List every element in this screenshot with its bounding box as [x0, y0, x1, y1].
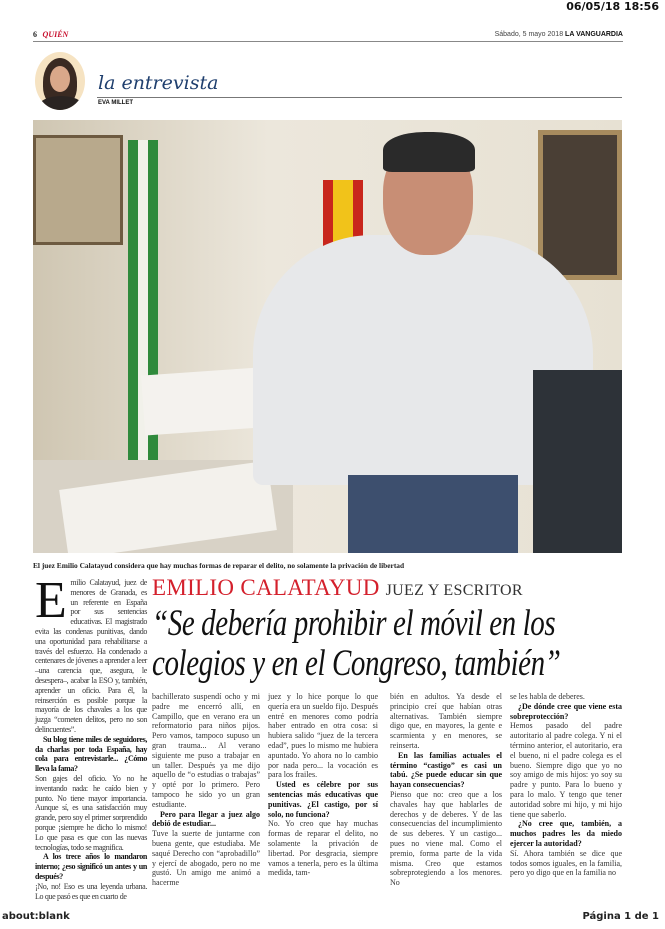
column-1: [35, 572, 147, 901]
page-number: 6: [33, 30, 37, 39]
column-4: [390, 692, 502, 888]
answer: Son gajes del oficio. Yo no he inventando nada: he caído bien y punto. No tiene mayor importancia. Aunque sí, es una satisfacción muy grande, pero soy el primer sorprendido porque ¡siempre he dicho lo mismo! Lo que pasa es que con las nuevas tecnologías, todo se magnifica.: [35, 773, 147, 852]
main-photo: [33, 120, 622, 553]
answer: Sí. Ahora también se dice que todos somos iguales, en la familia, pero yo digo que en la familia no: [510, 848, 622, 878]
question: ¿No cree que, también, a muchos padres les da miedo ejercer la autoridad?: [510, 819, 622, 848]
name-text: EMILIO CALATAYUD: [152, 575, 380, 600]
answer: bién en adultos. Ya desde el principio creí que habían otras alternativas. También siempre digo que, en mayores, la gente e scarmienta y en menores, se reinserta.: [390, 692, 502, 750]
print-timestamp: 06/05/18 18:56: [566, 0, 659, 13]
drop-cap: E: [35, 572, 67, 629]
intro: milio Calatayud, juez de menores de Granada, es un referente en España por sus sentencias educativas. El magistrado evita las condenas punitivas, dando una oportunidad para rehabilitarse a través del esfuerzo. Ha condenado a centenares de jóvenes a aprender a leer –una carencia que, asegura, le desespera–, acabar la ESO y, también, aprender un oficio. Para él, la reinserción es posible porque la mayoría de los chavales a los que juzga “cometen delitos, pero no son delincuentes”.: [35, 578, 147, 734]
answer: Tuve la suerte de juntarme con buena gente, que estudiaba. Me saqué Derecho con “aprobadillo” y ejercí de abogado, pero no me gustó. Un amigo me animó a hacerme: [152, 829, 260, 888]
print-url: about:blank: [2, 911, 70, 922]
answer: se les habla de deberes.: [510, 692, 585, 701]
answer: ¡No, no! Eso es una leyenda urbana. Lo que pasó es que en cuarto de: [35, 881, 147, 901]
answer: juez y lo hice porque lo que quería era un sueldo fijo. Después entré en menores como podría haber entrado en otra cosa: si hubiera salido “juez de la tercera edad”, pues lo mismo me hubiera apuntado. Yo ahora no lo cambio por nada pero... la vocación es para los frailes.: [268, 692, 378, 780]
column-3: [268, 692, 378, 878]
answer: Hemos pasado del padre autoritario al padre colega. Y ni el término anterior, el autoritario, era el bueno, ni el padre colega es el bueno. Siempre digo que yo no soy amigo de mis hijos: yo soy su padre y punto. Para lo bueno y para lo malo. Y tengo que tener autoridad sobre mi hijo, y mi hijo tiene que saberlo.: [510, 721, 622, 819]
issue-date: [495, 31, 623, 38]
divider: [97, 97, 622, 98]
author-byline: EVA MILLET: [98, 100, 133, 106]
print-pagination: Página 1 de 1: [582, 911, 659, 922]
photo-caption: El juez Emilio Calatayud considera que hay muchas formas de reparar el delito, no solamente la privación de libertad: [33, 561, 405, 570]
column-2: [152, 692, 260, 888]
headline: “Se debería prohibir el móvil en los colegios y en el Congreso, también”: [152, 603, 561, 684]
question: Su blog tiene miles de seguidores, da charlas por toda España, hay cola para entrevistarle... ¿Cómo lleva la fama?: [35, 734, 147, 774]
answer: bachillerato suspendí ocho y mi padre me encerró allí, en Campillo, que en verano era un reformatorio para niños pijos. Pero vamos, tampoco supuso un gran trauma... Al verano siguiente me puso a trabajar en un taller. Después ya me dijo aquello de “o estudias o trabajas” y opté por lo primero. Pero tampoco he sido yo un gran estudiante.: [152, 692, 260, 809]
question: A los trece años lo mandaron interno; ¿eso significó un antes y un después?: [35, 852, 147, 881]
interviewee-name: [152, 575, 523, 604]
column-5: [510, 692, 622, 878]
author-avatar: [35, 52, 85, 110]
interviewee-role: JUEZ Y ESCRITOR: [385, 582, 523, 599]
answer: No. Yo creo que hay muchas formas de reparar el delito, no solamente la privación de libertad. Por desgracia, siempre vamos a tenerla, pero es la última medida, tam-: [268, 819, 378, 878]
newspaper-name: LA VANGUARDIA: [565, 31, 623, 38]
question: Usted es célebre por sus sentencias más educativas que punitivas. ¿El castigo, por sí solo, no funciona?: [268, 780, 378, 819]
page-header: [33, 30, 623, 42]
rubric-title: la entrevista: [98, 72, 219, 94]
section-name: QUIÉN: [42, 30, 69, 39]
question: ¿De dónde cree que viene esta sobreprotección?: [510, 701, 622, 721]
question: En las familias actuales el término “castigo” es casi un tabú. ¿Se puede educar sin que hayan consecuencias?: [390, 750, 502, 790]
date-text: Sábado, 5 mayo 2018: [494, 31, 564, 38]
question: Pero para llegar a juez algo debió de estudiar...: [152, 809, 260, 829]
answer: Pienso que no: creo que a los chavales hay que hablarles de derechos y de deberes. Y de las consecuencias del incumplimiento de sus deberes. Y un castigo... pues no viene mal. Como el premio, forma parte de la vida misma. Creo que estamos sobreprotegiendo a los menores. No: [390, 789, 502, 888]
